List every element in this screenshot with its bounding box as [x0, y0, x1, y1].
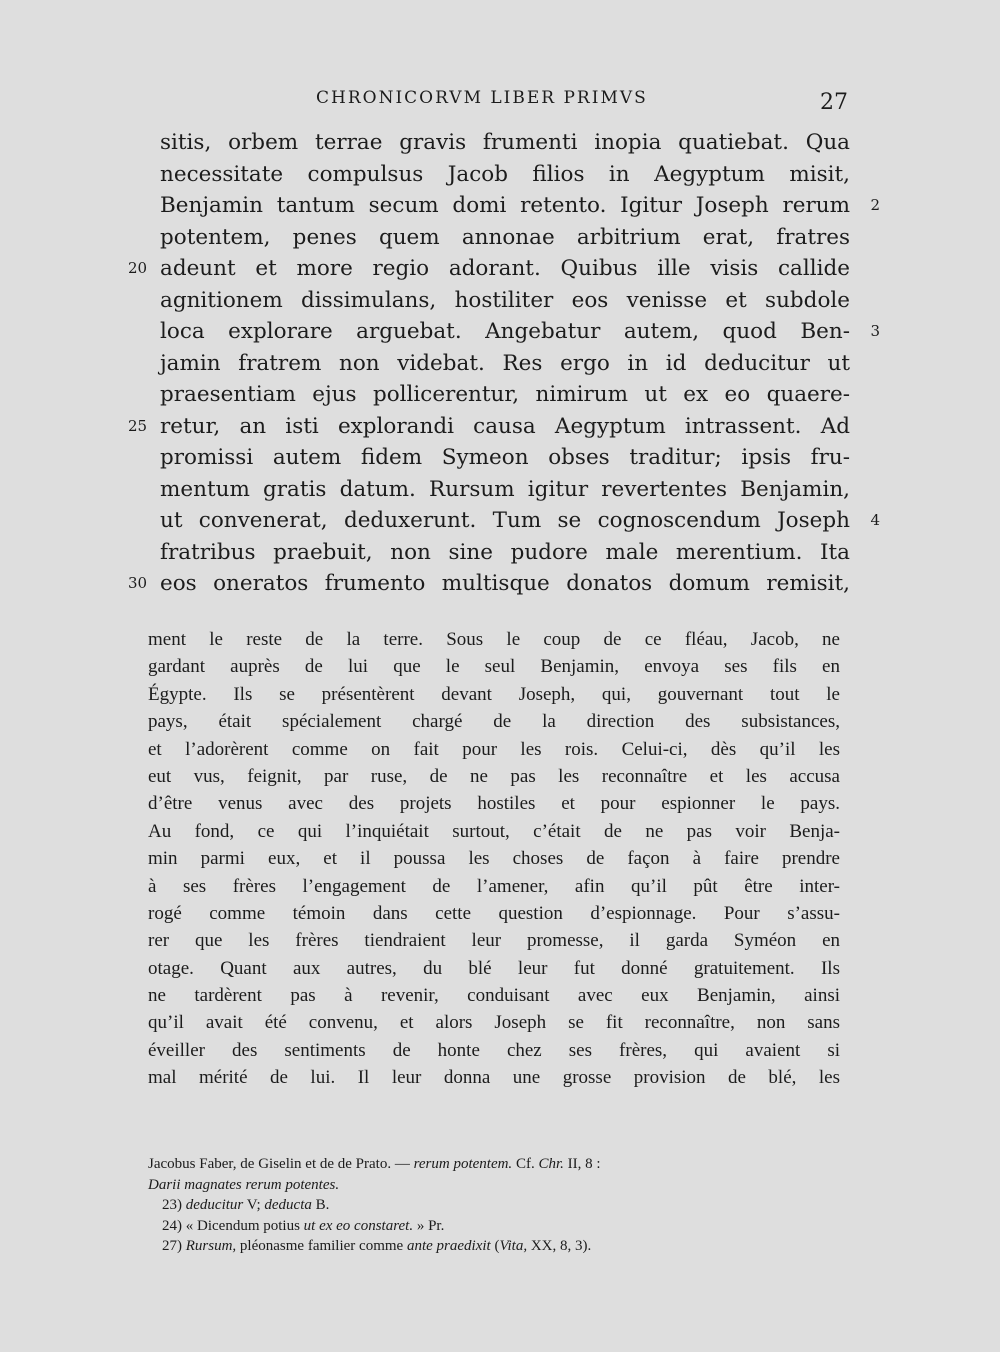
latin-line	[128, 568, 850, 600]
footnote-24: 24) « Dicendum potius ut ex eo constaret. » Pr.	[162, 1217, 445, 1234]
latin-line-text: retur, an isti explorandi causa Aegyptum intrassent. Ad	[160, 413, 850, 439]
french-line: ment le reste de la terre. Sous le coup de ce fléau, Jacob, ne	[148, 629, 840, 650]
footnote-line: Darii magnates rerum potentes.	[148, 1176, 340, 1193]
latin-line-text: potentem, penes quem annonae arbitrium erat, fratres	[160, 224, 850, 250]
footnote-23: 23) deducitur V; deducta B.	[162, 1197, 330, 1213]
french-line: pays, était spécialement chargé de la direction des subsistances,	[148, 711, 840, 733]
french-line: ne tardèrent pas à revenir, conduisant avec eux Benjamin, ainsi	[148, 985, 840, 1007]
latin-line-text: praesentiam ejus pollicerentur, nimirum ut ex eo quaere-	[160, 382, 850, 407]
french-line: qu’il avait été convenu, et alors Joseph se fit reconnaître, non sans	[148, 1012, 840, 1034]
latin-line-text: fratribus praebuit, non sine pudore male merentium. Ita	[160, 539, 850, 565]
latin-line	[128, 253, 850, 285]
latin-line-text: promissi autem fidem Symeon obses traditur; ipsis fru-	[160, 445, 850, 470]
french-line: rogé comme témoin dans cette question d’espionnage. Pour s’assu-	[148, 902, 840, 924]
french-line: eut vus, feignit, par ruse, de ne pas les reconnaître et les accusa	[148, 765, 840, 787]
latin-line	[160, 379, 850, 411]
footnotes	[148, 1154, 840, 1257]
french-line: et l’adorèrent comme on fait pour les rois. Celui-ci, dès qu’il les	[148, 738, 840, 760]
latin-line	[160, 127, 850, 159]
margin-reference-number: 4	[870, 511, 880, 529]
footnote-line: Jacobus Faber, de Giselin et de de Prato. — rerum potentem. Cf. Chr. II, 8 :	[148, 1156, 601, 1172]
latin-line-text: necessitate compulsus Jacob filios in Aegyptum misit,	[160, 161, 850, 187]
latin-line-text: Benjamin tantum secum domi retento. Igitur Joseph rerum	[160, 193, 850, 218]
line-number: 20	[128, 259, 148, 277]
line-number: 25	[128, 416, 148, 435]
latin-line	[160, 285, 850, 317]
latin-text-block	[128, 127, 880, 600]
french-line: otage. Quant aux autres, du blé leur fut donné gratuitement. Ils	[148, 957, 840, 979]
french-line: gardant auprès de lui que le seul Benjamin, envoya ses fils en	[148, 656, 840, 678]
latin-line	[128, 411, 850, 443]
latin-line	[160, 474, 850, 506]
latin-line-text: jamin fratrem non videbat. Res ergo in id deducitur ut	[160, 350, 850, 376]
latin-line-text: mentum gratis datum. Rursum igitur revertentes Benjamin,	[160, 476, 850, 502]
footnote-27: 27) Rursum, pléonasme familier comme ante praedixit (Vita, XX, 8, 3).	[162, 1238, 592, 1254]
latin-line	[160, 537, 850, 569]
margin-reference-number: 2	[870, 196, 880, 214]
line-number: 30	[128, 574, 148, 592]
french-line: éveiller des sentiments de honte chez ses frères, qui avaient si	[148, 1039, 840, 1061]
latin-line	[160, 505, 880, 537]
latin-line	[160, 316, 880, 348]
latin-line	[160, 348, 850, 380]
latin-line-text: sitis, orbem terrae gravis frumenti inopia quatiebat. Qua	[160, 130, 850, 155]
latin-line	[160, 442, 850, 474]
french-line: Au fond, ce qui l’inquiétait surtout, c’était de ne pas voir Benja-	[148, 820, 840, 842]
latin-line	[160, 222, 850, 254]
latin-line	[160, 159, 850, 191]
french-line: min parmi eux, et il poussa les choses de façon à faire prendre	[148, 848, 840, 870]
latin-line-text: adeunt et more regio adorant. Quibus ille visis callide	[160, 256, 850, 281]
french-line: d’être venus avec des projets hostiles et pour espionner le pays.	[148, 793, 840, 815]
latin-line-text: loca explorare arguebat. Angebatur autem, quod Ben-	[160, 319, 850, 344]
french-line: Égypte. Ils se présentèrent devant Joseph, qui, gouvernant tout le	[148, 683, 840, 705]
margin-reference-number: 3	[870, 322, 880, 340]
running-header: CHRONICORVM LIBER PRIMVS	[316, 88, 648, 108]
page-number: 27	[820, 90, 848, 115]
latin-line-text: eos oneratos frumento multisque donatos domum remisit,	[160, 571, 850, 596]
latin-line	[160, 190, 880, 222]
french-translation-block	[148, 626, 840, 1092]
latin-line-text: ut convenerat, deduxerunt. Tum se cognoscendum Joseph	[160, 508, 850, 533]
french-line: rer que les frères tiendraient leur promesse, il garda Syméon en	[148, 930, 840, 952]
french-line: mal mérité de lui. Il leur donna une grosse provision de blé, les	[148, 1067, 840, 1089]
french-line: à ses frères l’engagement de l’amener, afin qu’il pût être inter-	[148, 875, 840, 897]
latin-line-text: agnitionem dissimulans, hostiliter eos venisse et subdole	[160, 287, 850, 313]
